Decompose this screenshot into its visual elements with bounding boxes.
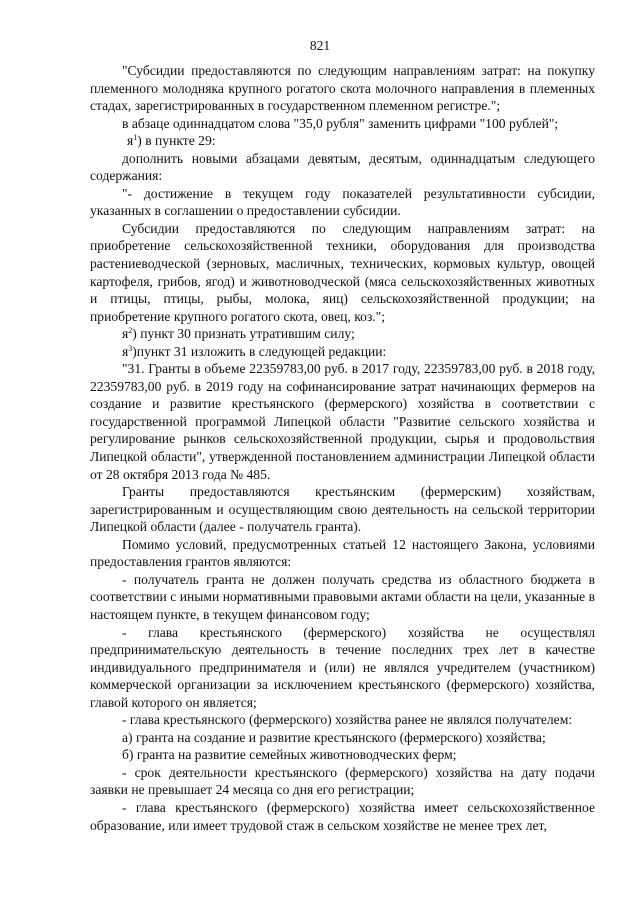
item-text: ) в пункте 29: — [137, 133, 216, 149]
item-text: )пункт 31 изложить в следующей редакции: — [132, 343, 387, 359]
page-number: 821 — [309, 38, 331, 53]
paragraph: "31. Гранты в объеме 22359783,00 руб. в 2017 году, 22359783,00 руб. в 2018 году, 22359783,00 руб. в 2019 году на софинансирование затрат начинающих фермеров на создание и развитие крестьянского (фермерского) хозяйства в соответствии с государственной программой Липецкой области "Развитие сельского хозяйства и регулирование рынков сельскохозяйственной продукции, сырья и продовольствия Липецкой области", утвержденной постановлением администрации Липецкой области от 28 октября 2013 года № 485. — [90, 361, 595, 482]
paragraph: - срок деятельности крестьянского (фермерского) хозяйства на дату подачи заявки не превышает 24 месяца со дня его регистрации; — [90, 764, 595, 798]
paragraph: - глава крестьянского (фермерского) хозяйства имеет сельскохозяйственное образование, или имеет трудовой стаж в сельском хозяйстве не менее трех лет, — [90, 799, 595, 833]
paragraph: дополнить новыми абзацами девятым, десятым, одиннадцатым следующего содержания: — [90, 150, 595, 184]
list-item-heading — [90, 132, 595, 150]
item-text: ) пункт 30 признать утратившим силу; — [132, 326, 355, 342]
paragraph: Субсидии предоставляются по следующим направлениям затрат: на приобретение сельскохозяйственной техники, оборудования для производства растениеводческой (зерновых, масличных, технических, кормовых культур, овощей картофеля, грибов, ягод) и животноводческой (мяса сельскохозяйственных животных и птицы, птицы, рыбы, молока, яиц) сельскохозяйственной продукции; на приобретение крупного рогатого скота, овец, коз."; — [90, 220, 595, 324]
paragraph: в абзаце одиннадцатом слова "35,0 рубля" заменить цифрами "100 рублей"; — [122, 115, 559, 131]
paragraph: - глава крестьянского (фермерского) хозяйства не осуществлял предпринимательскую деятельность в течение последних трех лет в качестве индивидуального предпринимателя и (или) не являлся учредителем (участником) коммерческой организации за исключением крестьянского (фермерского) хозяйства, главой которого он является; — [90, 624, 595, 710]
paragraph: - получатель гранта не должен получать средства из областного бюджета в соответствии с иными нормативными правовыми актами области на цели, указанные в настоящем пункте, в текущем финансовом году; — [90, 571, 595, 622]
paragraph: б) гранта на развитие семейных животноводческих ферм; — [122, 747, 457, 763]
paragraph: "Субсидии предоставляются по следующим направлениям затрат: на покупку племенного молодняка крупного рогатого скота молочного направления в племенных стадах, зарегистрированных в государственном племенном регистре."; — [90, 63, 595, 114]
item-superscript: 1 — [133, 133, 138, 143]
list-item-heading — [90, 343, 595, 361]
paragraph: Гранты предоставляются крестьянским (фермерским) хозяйствам, зарегистрированным и осуществляющим свою деятельность на сельской территории Липецкой области (далее - получатель гранта). — [90, 484, 595, 535]
item-prefix: я — [122, 326, 129, 342]
item-superscript: 3 — [128, 343, 133, 353]
item-prefix: я — [122, 343, 129, 359]
paragraph: - глава крестьянского (фермерского) хозяйства ранее не являлся получателем: — [122, 712, 573, 728]
paragraph: "- достижение в текущем году показателей результативности субсидии, указанных в соглашении о предоставлении субсидии. — [90, 185, 595, 219]
item-prefix: я — [127, 133, 134, 149]
list-item-heading — [90, 325, 595, 343]
document-body — [90, 62, 595, 834]
paragraph: Помимо условий, предусмотренных статьей 12 настоящего Закона, условиями предоставления грантов являются: — [90, 536, 595, 570]
paragraph: а) гранта на создание и развитие крестьянского (фермерского) хозяйства; — [122, 729, 546, 745]
item-superscript: 2 — [128, 326, 133, 336]
